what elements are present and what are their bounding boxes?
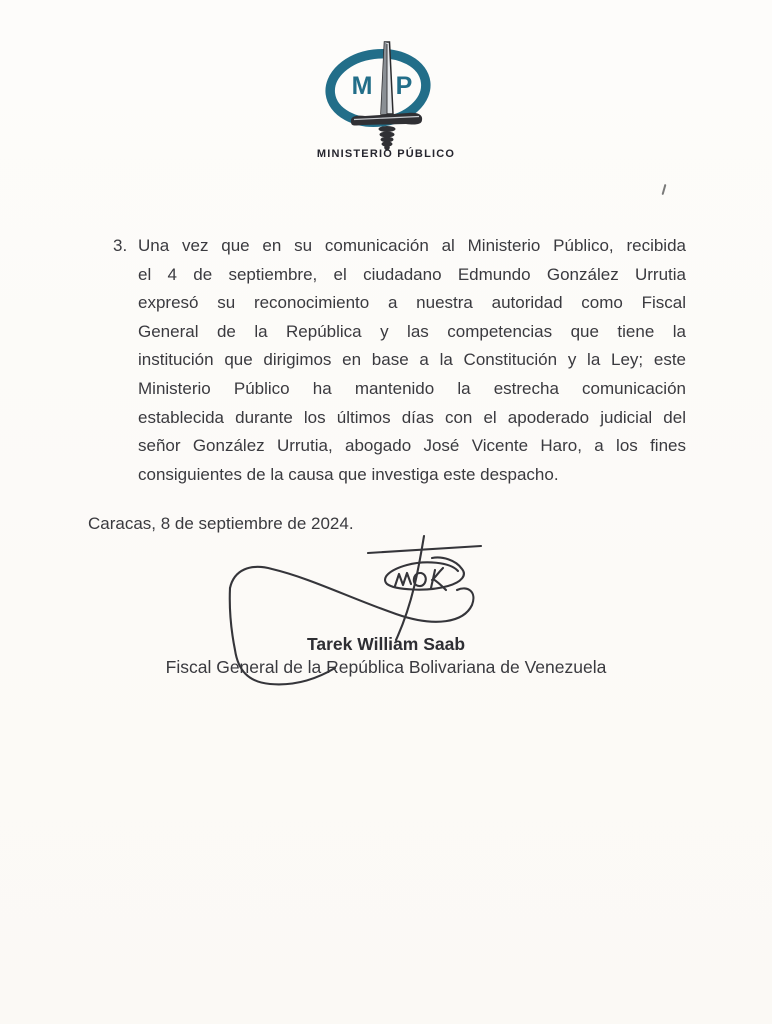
paragraph-line: institución que dirigimos en base a la Constitución y la Ley; este [138,350,686,370]
paragraph-line: consiguientes de la causa que investiga este despacho. [138,464,559,484]
ministerio-publico-logo [0,30,772,160]
signatory-name: Tarek William Saab [306,634,466,654]
mp-emblem-icon [294,30,478,150]
logo-caption: MINISTERIO PÚBLICO [316,148,456,160]
paragraph-line: Ministerio Público ha mantenido la estrecha comunicación [138,378,686,398]
signature-scribble [213,528,499,698]
paragraph-line: el 4 de septiembre, el ciudadano Edmundo González Urrutia [138,264,686,284]
paragraph-line: Una vez que en su comunicación al Ministerio Público, recibida [138,236,686,255]
paragraph-line: establecida durante los últimos días con el apoderado judicial del [138,407,686,427]
paragraph-line: expresó su reconocimiento a nuestra autoridad como Fiscal [138,293,686,313]
paragraph-line: señor González Urrutia, abogado José Vicente Haro, a los fines [138,436,686,456]
paragraph-text [138,232,686,489]
dateline: Caracas, 8 de septiembre de 2024. [88,514,354,533]
list-number: 3. [113,236,128,255]
monogram-m: M [351,72,373,100]
monogram-p: P [395,72,413,100]
signatory-title: Fiscal General de la República Bolivariana de Venezuela [165,657,607,677]
paragraph-item-3 [113,232,686,489]
paragraph-line: General de la República y las competencias que tiene la [138,321,686,341]
stray-mark [662,184,667,195]
